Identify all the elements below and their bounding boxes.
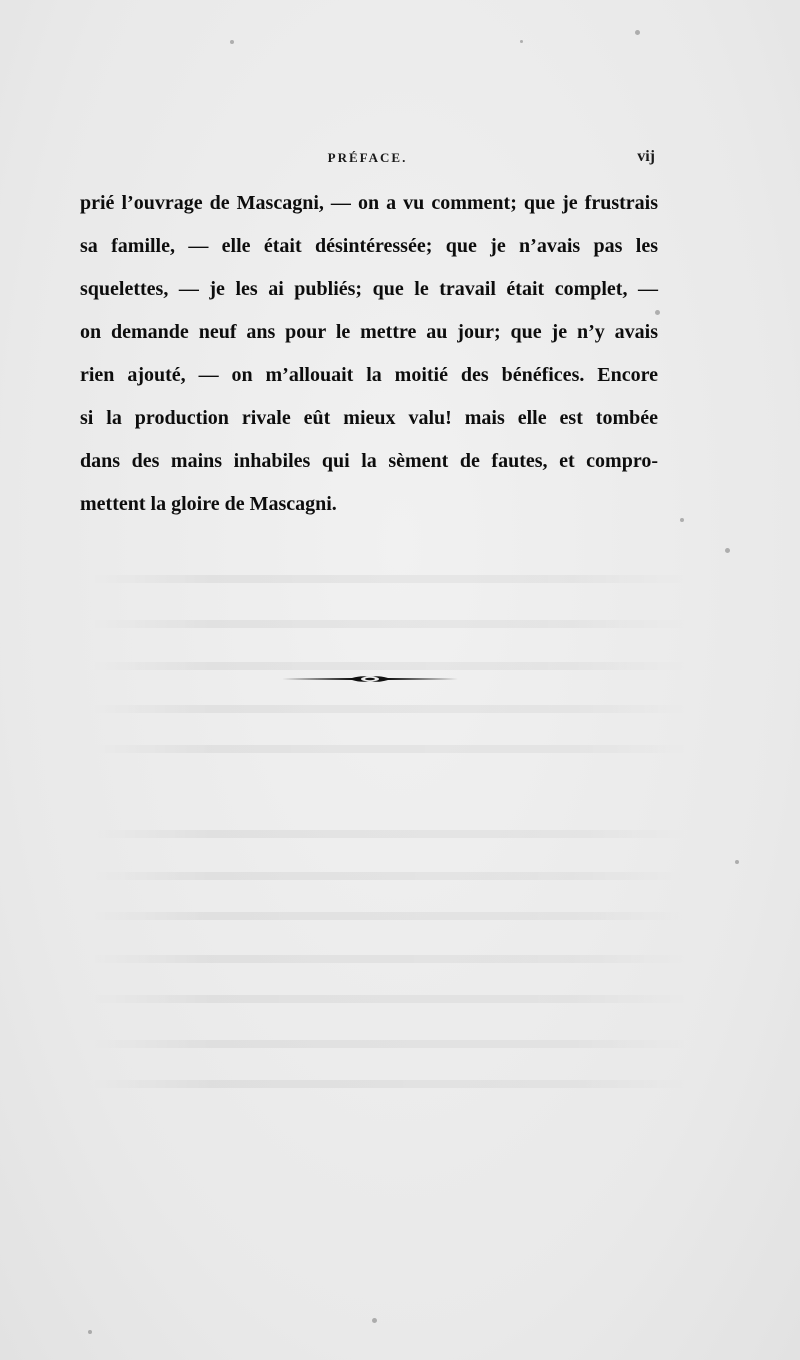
show-through: [90, 575, 690, 583]
page-header: [80, 150, 655, 172]
paper-speck: [725, 548, 730, 553]
text-line: si la production rivale eût mieux valu! mais elle est tombée: [80, 407, 658, 429]
paper-speck: [520, 40, 523, 43]
text-line: prié l’ouvrage de Mascagni, — on a vu comment; que je frustrais: [80, 192, 658, 214]
ornamental-rule: [282, 672, 458, 686]
show-through: [90, 872, 690, 880]
paper-speck: [372, 1318, 377, 1323]
show-through: [90, 830, 690, 838]
text-line: rien ajouté, — on m’allouait la moitié des bénéfices. Encore: [80, 364, 658, 386]
show-through: [90, 745, 690, 753]
paper-speck: [680, 518, 684, 522]
text-line: on demande neuf ans pour le mettre au jour; que je n’y avais: [80, 321, 658, 343]
paper-speck: [230, 40, 234, 44]
text-line: dans des mains inhabiles qui la sèment de fautes, et compro-: [80, 450, 658, 472]
paper-speck: [88, 1330, 92, 1334]
show-through: [90, 620, 690, 628]
text-line: squelettes, — je les ai publiés; que le travail était complet, —: [80, 278, 658, 300]
running-title: PRÉFACE.: [327, 150, 408, 165]
page-number: vij: [637, 148, 655, 165]
show-through: [90, 705, 690, 713]
show-through: [90, 995, 690, 1003]
show-through: [90, 912, 690, 920]
paper-speck: [635, 30, 640, 35]
show-through: [90, 955, 690, 963]
text-line: mettent la gloire de Mascagni.: [80, 493, 337, 515]
show-through: [90, 662, 690, 670]
text-line: sa famille, — elle était désintéressée; que je n’avais pas les: [80, 235, 658, 257]
paragraph: [80, 182, 658, 526]
show-through: [90, 1080, 690, 1088]
paper-speck: [735, 860, 739, 864]
show-through: [90, 1040, 690, 1048]
